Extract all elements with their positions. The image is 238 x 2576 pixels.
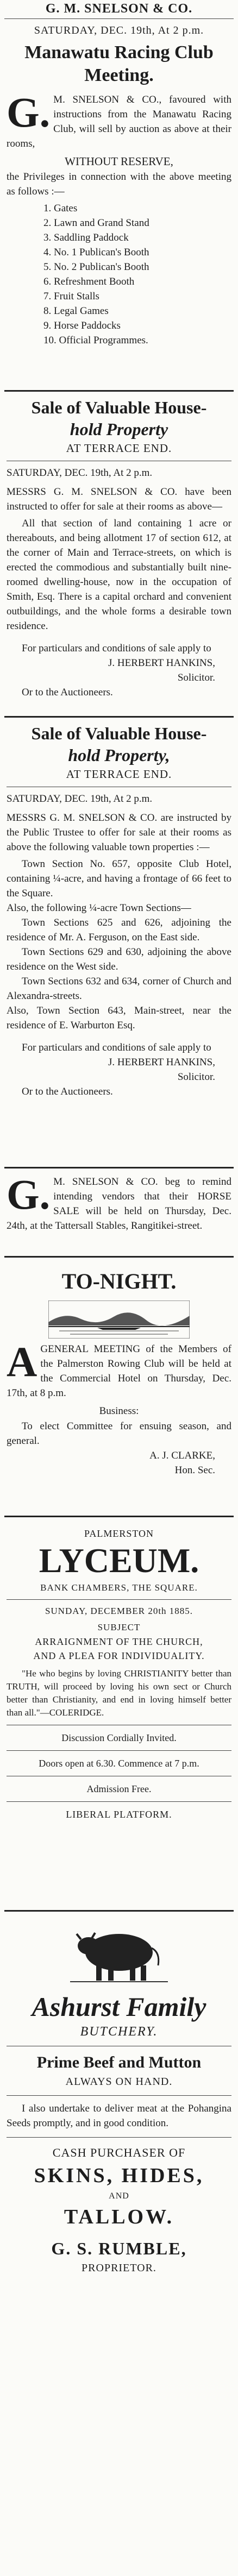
ad3-intro: MESSRS G. M. SNELSON & CO. are instructed by the Public Trustee to offer for sale at their rooms as above the following valuable town properties :— (7, 812, 231, 853)
ad1-date: SATURDAY, DEC. 19th, At 2 p.m. (34, 24, 204, 36)
list-item: 9. Horse Paddocks (43, 320, 121, 331)
ad7-goods1: SKINS, HIDES, (34, 2164, 204, 2187)
ad-household-property-1 (0, 397, 238, 700)
ad7-line2: ALWAYS ON HAND. (65, 2076, 173, 2088)
list-item: 5. No. 2 Publican's Booth (43, 261, 149, 273)
ad-butchery (0, 1920, 238, 2276)
list-item: 2. Lawn and Grand Stand (43, 217, 149, 229)
bull-illustration (65, 1920, 173, 1985)
ad6-admission: Admission Free. (86, 1783, 152, 1794)
rowing-scene-illustration (48, 1300, 190, 1339)
ad6-quote: "He who begins by loving CHRISTIANITY better than TRUTH, will proceed by loving his own sect or Church better than Christianity, and end in loving himself better than all."—COLERIDGE. (7, 1668, 231, 1718)
divider (7, 1801, 231, 1802)
ad3-p6: Also, Town Section 643, Main-street, near the residence of E. Warburton Esq. (7, 1005, 231, 1031)
list-item: 7. Fruit Stalls (43, 291, 99, 302)
ad4-text: M. SNELSON & CO. beg to remind intending vendors that their HORSE SALE will be held on Thursday, Dec. 24th, at the Tattersall Stables, Rangitikei-street. (7, 1176, 231, 1232)
ad4-dropcap: G. (7, 1171, 51, 1218)
ad7-title: Ashurst Family (32, 1991, 206, 2022)
ad1-dropcap: G. (7, 89, 51, 136)
divider (4, 1256, 234, 1258)
ad-racing-club (0, 23, 238, 348)
ad3-p4: Town Sections 629 and 630, adjoining the above residence on the West side. (7, 946, 231, 972)
list-item: 4. No. 1 Publican's Booth (43, 247, 149, 258)
ad2-body: All that section of land containing 1 acre or thereabouts, and being allotment 17 of section 612, at the corner of Main and Terrace-streets, on which is erected the commodious and substantially built nine-roomed dwelling-house, now in the occupation of Smith, Esq. There is a capital orchard and convenient outbuildings, and the whole forms a desirable town residence. (7, 518, 231, 632)
ad3-location: AT TERRACE END. (66, 768, 172, 781)
ad3-date: SATURDAY, DEC. 19th, At 2 p.m. (7, 793, 153, 805)
ad6-title: LYCEUM. (39, 1541, 199, 1580)
divider (4, 1167, 234, 1168)
ad-lyceum (0, 1526, 238, 1821)
ad3-closing: Or to the Auctioneers. (22, 1086, 113, 1097)
ad2-agent: J. HERBERT HANKINS, (108, 657, 215, 669)
ad5-business-text: To elect Committee for ensuing season, and general. (7, 1421, 231, 1447)
divider (4, 716, 234, 718)
ad7-owner-role: PROPRIETOR. (82, 2262, 156, 2274)
divider (4, 390, 234, 392)
ad6-subject2: AND A PLEA FOR INDIVIDUALITY. (33, 1650, 205, 1661)
divider (7, 1599, 231, 1600)
ad1-subhead: WITHOUT RESERVE, (65, 155, 173, 168)
ad5-heading: TO-NIGHT. (61, 1269, 177, 1293)
divider (7, 1750, 231, 1751)
ad4-block (7, 1171, 231, 1233)
ad7-subtitle: BUTCHERY. (80, 2025, 158, 2039)
ad3-particulars: For particulars and conditions of sale apply to (22, 1042, 211, 1053)
ad6-date: SUNDAY, DECEMBER 20th 1885. (45, 1606, 193, 1616)
ad2-closing: Or to the Auctioneers. (22, 687, 113, 698)
divider (7, 2095, 231, 2096)
ad5-dropcap: A (7, 1338, 37, 1385)
ad5-block (7, 1338, 231, 1400)
ad6-discussion: Discussion Cordially Invited. (61, 1732, 177, 1743)
ad7-goods2: TALLOW. (64, 2206, 174, 2228)
ad2-particulars: For particulars and conditions of sale apply to (22, 643, 211, 654)
list-item: 10. Official Programmes. (43, 335, 148, 346)
list-item: 1. Gates (43, 203, 78, 214)
ad-horse-sale (0, 1171, 238, 1233)
ad3-p1: Town Section No. 657, opposite Club Hotel, containing ¼-acre, and having a frontage of 66 feet to the Square. (7, 858, 231, 899)
ad2-agent-role: Solicitor. (177, 672, 215, 683)
ad1-title: Manawatu Racing Club Meeting. (24, 42, 214, 85)
list-item: 3. Saddling Paddock (43, 232, 129, 243)
ad7-cash-line: CASH PURCHASER OF (52, 2146, 186, 2159)
ad7-text: I also undertake to deliver meat at the Pohangina Seeds promptly, and in good condition. (7, 2103, 231, 2129)
divider (4, 18, 234, 19)
ad5-signer-role: Hon. Sec. (174, 1465, 215, 1476)
ad2-intro: MESSRS G. M. SNELSON & CO. have been instructed to offer for sale at their rooms as above— (7, 486, 231, 512)
ad2-date: SATURDAY, DEC. 19th, At 2 p.m. (7, 467, 153, 479)
ad1-intro-block (7, 89, 231, 151)
list-item: 6. Refreshment Booth (43, 276, 135, 287)
ad1-items-list (43, 201, 231, 348)
ad3-agent: J. HERBERT HANKINS, (108, 1057, 215, 1068)
divider (7, 2137, 231, 2138)
header-strip (0, 0, 238, 17)
ad5-business-label: Business: (99, 1405, 139, 1417)
ad2-title-line1: Sale of Valuable House- (31, 398, 207, 417)
ad6-venue: BANK CHAMBERS, THE SQUARE. (40, 1582, 198, 1593)
divider (4, 1910, 234, 1912)
ad6-doors: Doors open at 6.30. Commence at 7 p.m. (39, 1758, 199, 1769)
ad2-title-line2: hold Property (70, 419, 168, 439)
ad3-p5: Town Sections 632 and 634, corner of Church and Alexandra-streets. (7, 976, 231, 1002)
ad-household-property-2 (0, 722, 238, 1099)
ad3-title-line2: hold Property, (68, 745, 170, 765)
ad3-agent-role: Solicitor. (177, 1071, 215, 1083)
ad6-subject1: ARRAIGNMENT OF THE CHURCH, (35, 1636, 203, 1647)
ad6-subject-label: SUBJECT (97, 1622, 141, 1632)
ad1-intro: M. SNELSON & CO., favoured with instructions from the Manawatu Racing Club, will sell by auction as above at their rooms, (7, 94, 231, 149)
divider (4, 1516, 234, 1517)
ad3-p2: Also, the following ¼-acre Town Sections— (7, 902, 191, 914)
ad7-line1: Prime Beef and Mutton (36, 2053, 202, 2071)
ad7-and: AND (109, 2191, 129, 2201)
ad2-location: AT TERRACE END. (66, 442, 172, 455)
ad3-title-line1: Sale of Valuable House- (31, 724, 207, 743)
list-item: 8. Legal Games (43, 305, 109, 317)
ad5-signer: A. J. CLARKE, (149, 1450, 215, 1461)
header-strip-text: G. M. SNELSON & CO. (45, 2, 193, 16)
ad6-place: PALMERSTON (84, 1528, 154, 1539)
ad5-text: GENERAL MEETING of the Members of the Palmerston Rowing Club will be held at the Commercial Hotel on Thursday, Dec. 17th, at 8 p.m. (7, 1343, 231, 1399)
ad7-owner: G. S. RUMBLE, (51, 2239, 187, 2258)
ad6-platform: LIBERAL PLATFORM. (66, 1809, 172, 1820)
ad-rowing-club (0, 1268, 238, 1478)
ad3-p3: Town Sections 625 and 626, adjoining the residence of Mr. A. Ferguson, on the East side. (7, 917, 231, 943)
rowing-scene-icon (48, 1300, 190, 1339)
ad1-lead: the Privileges in connection with the above meeting as follows :— (7, 171, 231, 197)
bull-icon (65, 1920, 173, 1985)
